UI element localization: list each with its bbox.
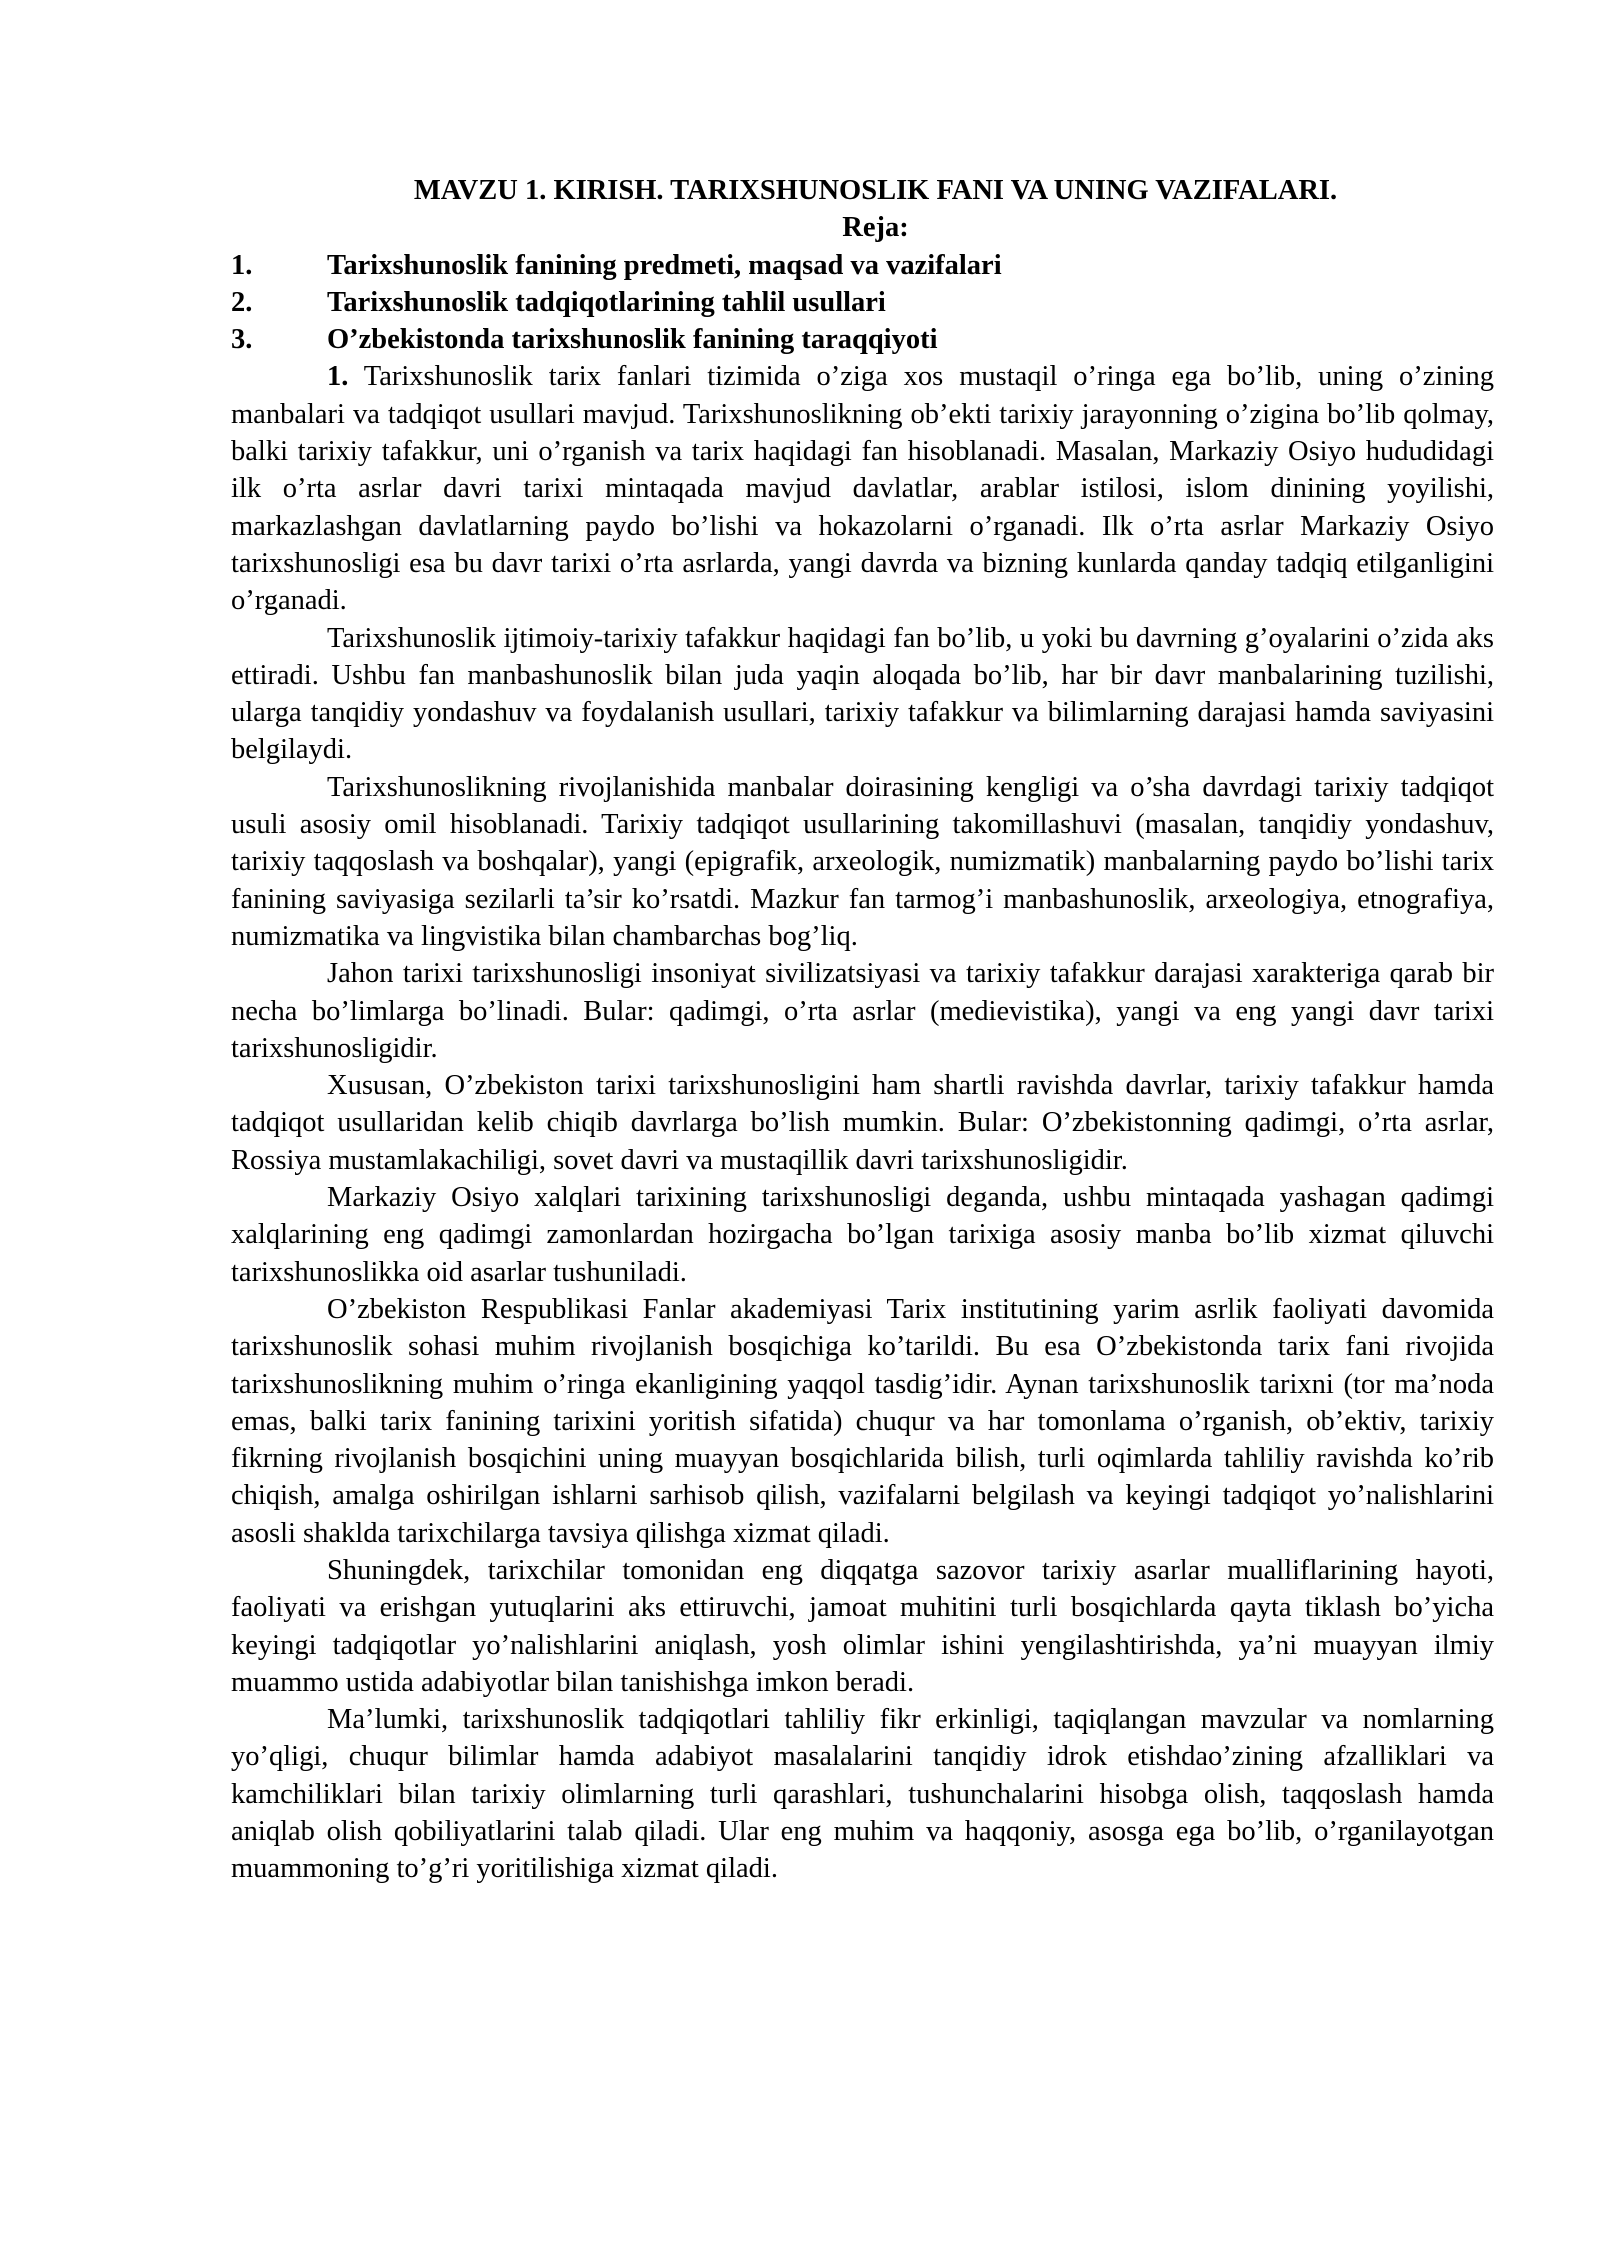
body-paragraph: Tarixshunoslik ijtimoiy-tarixiy tafakkur haqidagi fan bo’lib, u yoki bu davrning g’oyalarini o’zida aks ettiradi. Ushbu fan manbashunoslik bilan juda yaqin aloqada bo’lib, har bir davr manbalarining tuzilishi, ularga tanqidiy yondashuv va foydalanish usullari, tarixiy tafakkur va bilimlarning darajasi hamda saviyasini belgilaydi. — [231, 622, 1494, 766]
plan-item — [231, 321, 1494, 358]
body-paragraph: Jahon tarixi tarixshunosligi insoniyat sivilizatsiyasi va tarixiy tafakkur darajasi xarakteriga qarab bir necha bo’limlarga bo’linadi. Bular: qadimgi, o’rta asrlar (medievistika), yangi va eng yangi davr tarixi tarixshunosligidir. — [231, 958, 1494, 1064]
plan-item-text: O’zbekistonda tarixshunoslik fanining taraqqiyoti — [327, 324, 938, 356]
body-paragraph: Markaziy Osiyo xalqlari tarixining tarixshunosligi deganda, ushbu mintaqada yashagan qadimgi xalqlarining eng qadimgi zamonlardan hozirgacha bo’lgan tarixiga asosiy manba bo’lib xizmat qiluvchi tarixshunoslikka oid asarlar tushuniladi. — [231, 1182, 1494, 1288]
plan-item-number: 2. — [231, 286, 253, 318]
body-paragraph: O’zbekiston Respublikasi Fanlar akademiyasi Tarix institutining yarim asrlik faoliyati davomida tarixshunoslik sohasi muhim rivojlanish bosqichiga ko’tarildi. Bu esa O’zbekistonda tarix fani rivojida tarixshunoslikning muhim o’ringa ekanligining yaqqol tasdig’idir. Aynan tarixshunoslik tarixni (tor ma’noda emas, balki tarix fanining tarixini yoritish sifatida) chuqur va har tomonlama o’rganish, ob’ektiv, tarixiy fikrning rivojlanish bosqichini uning muayyan bosqichlarida bilish, turli oqimlarda tahliliy ravishda ko’rib chiqish, amalga oshirilgan ishlarni sarhisob qilish, vazifalarni belgilash va keyingi tadqiqot yo’nalishlarini asosli shaklda tarixchilarga tavsiya qilishga xizmat qiladi. — [231, 1293, 1494, 1549]
plan-item — [231, 284, 1494, 321]
body-paragraph — [231, 358, 1494, 619]
plan-item-text: Tarixshunoslik fanining predmeti, maqsad va vazifalari — [327, 249, 1002, 281]
document-title: MAVZU 1. KIRISH. TARIXSHUNOSLIK FANI VA UNING VAZIFALARI. — [413, 175, 1338, 206]
plan-item-text: Tarixshunoslik tadqiqotlarining tahlil usullari — [327, 286, 886, 318]
paragraph-lead-number: 1. — [327, 361, 349, 393]
plan-heading: Reja: — [842, 212, 909, 244]
body-paragraph: Xususan, O’zbekiston tarixi tarixshunosligini ham shartli ravishda davrlar, tarixiy tafakkur hamda tadqiqot usullaridan kelib chiqib davrlarga bo’lish mumkin. Bular: O’zbekistonning qadimgi, o’rta asrlar, Rossiya mustamlakachiligi, sovet davri va mustaqillik davri tarixshunosligidir. — [231, 1070, 1494, 1176]
plan-item-number: 1. — [231, 249, 253, 281]
plan-list — [231, 247, 1494, 359]
body-paragraph: Shuningdek, tarixchilar tomonidan eng diqqatga sazovor tarixiy asarlar mualliflarining hayoti, faoliyati va erishgan yutuqlarini aks ettiruvchi, jamoat muhitini turli bosqichlarda qayta tiklash bo’yicha keyingi tadqiqotlar yo’nalishlarini aniqlash, yosh olimlar ishini yengilashtirishda, ya’ni muayyan ilmiy muammo ustida adabiyotlar bilan tanishishga imkon beradi. — [231, 1554, 1494, 1698]
document-body — [231, 172, 1494, 1888]
paragraph-text: Tarixshunoslik tarix fanlari tizimida o’ziga xos mustaqil o’ringa ega bo’lib, uning o’zining manbalari va tadqiqot usullari mavjud. Tarixshunoslikning ob’ekti tarixiy jarayonning o’zigina bo’lib qolmay, balki tarixiy tafakkur, uni o’rganish va tarix haqidagi fan hisoblanadi. Masalan, Markaziy Osiyo hududidagi ilk o’rta asrlar davri tarixi mintaqada mavjud davlatlar, arablar istilosi, islom dinining yoyilishi, markazlashgan davlatlarning paydo bo’lishi va hokazolarni o’rganadi. Ilk o’rta asrlar Markaziy Osiyo tarixshunosligi esa bu davr tarixi o’rta asrlarda, yangi davrda va bizning kunlarda qanday tadqiq etilganligini o’rganadi. — [231, 361, 1494, 617]
body-paragraph: Tarixshunoslikning rivojlanishida manbalar doirasining kengligi va o’sha davrdagi tarixiy tadqiqot usuli asosiy omil hisoblanadi. Tarixiy tadqiqot usullarining takomillashuvi (masalan, tanqidiy yondashuv, tarixiy taqqoslash va boshqalar), yangi (epigrafik, arxeologik, numizmatik) manbalarning paydo bo’lishi tarix fanining saviyasiga sezilarli ta’sir ko’rsatdi. Mazkur fan tarmog’i manbashunoslik, arxeologiya, etnografiya, numizmatika va lingvistika bilan chambarchas bog’liq. — [231, 771, 1494, 952]
plan-item-number: 3. — [231, 324, 253, 356]
plan-item — [231, 247, 1494, 284]
body-paragraph: Ma’lumki, tarixshunoslik tadqiqotlari tahliliy fikr erkinligi, taqiqlangan mavzular va nomlarning yo’qligi, chuqur bilimlar hamda adabiyot masalalarini tanqidiy idrok etishdao’zining afzalliklari va kamchiliklari bilan tarixiy olimlarning turli qarashlari, tushunchalarini hisobga olish, taqqoslash hamda aniqlab olish qobiliyatlarini talab qiladi. Ular eng muhim va haqqoniy, asosga ega bo’lib, o’rganilayotgan muammoning to’g’ri yoritilishiga xizmat qiladi. — [231, 1704, 1494, 1885]
